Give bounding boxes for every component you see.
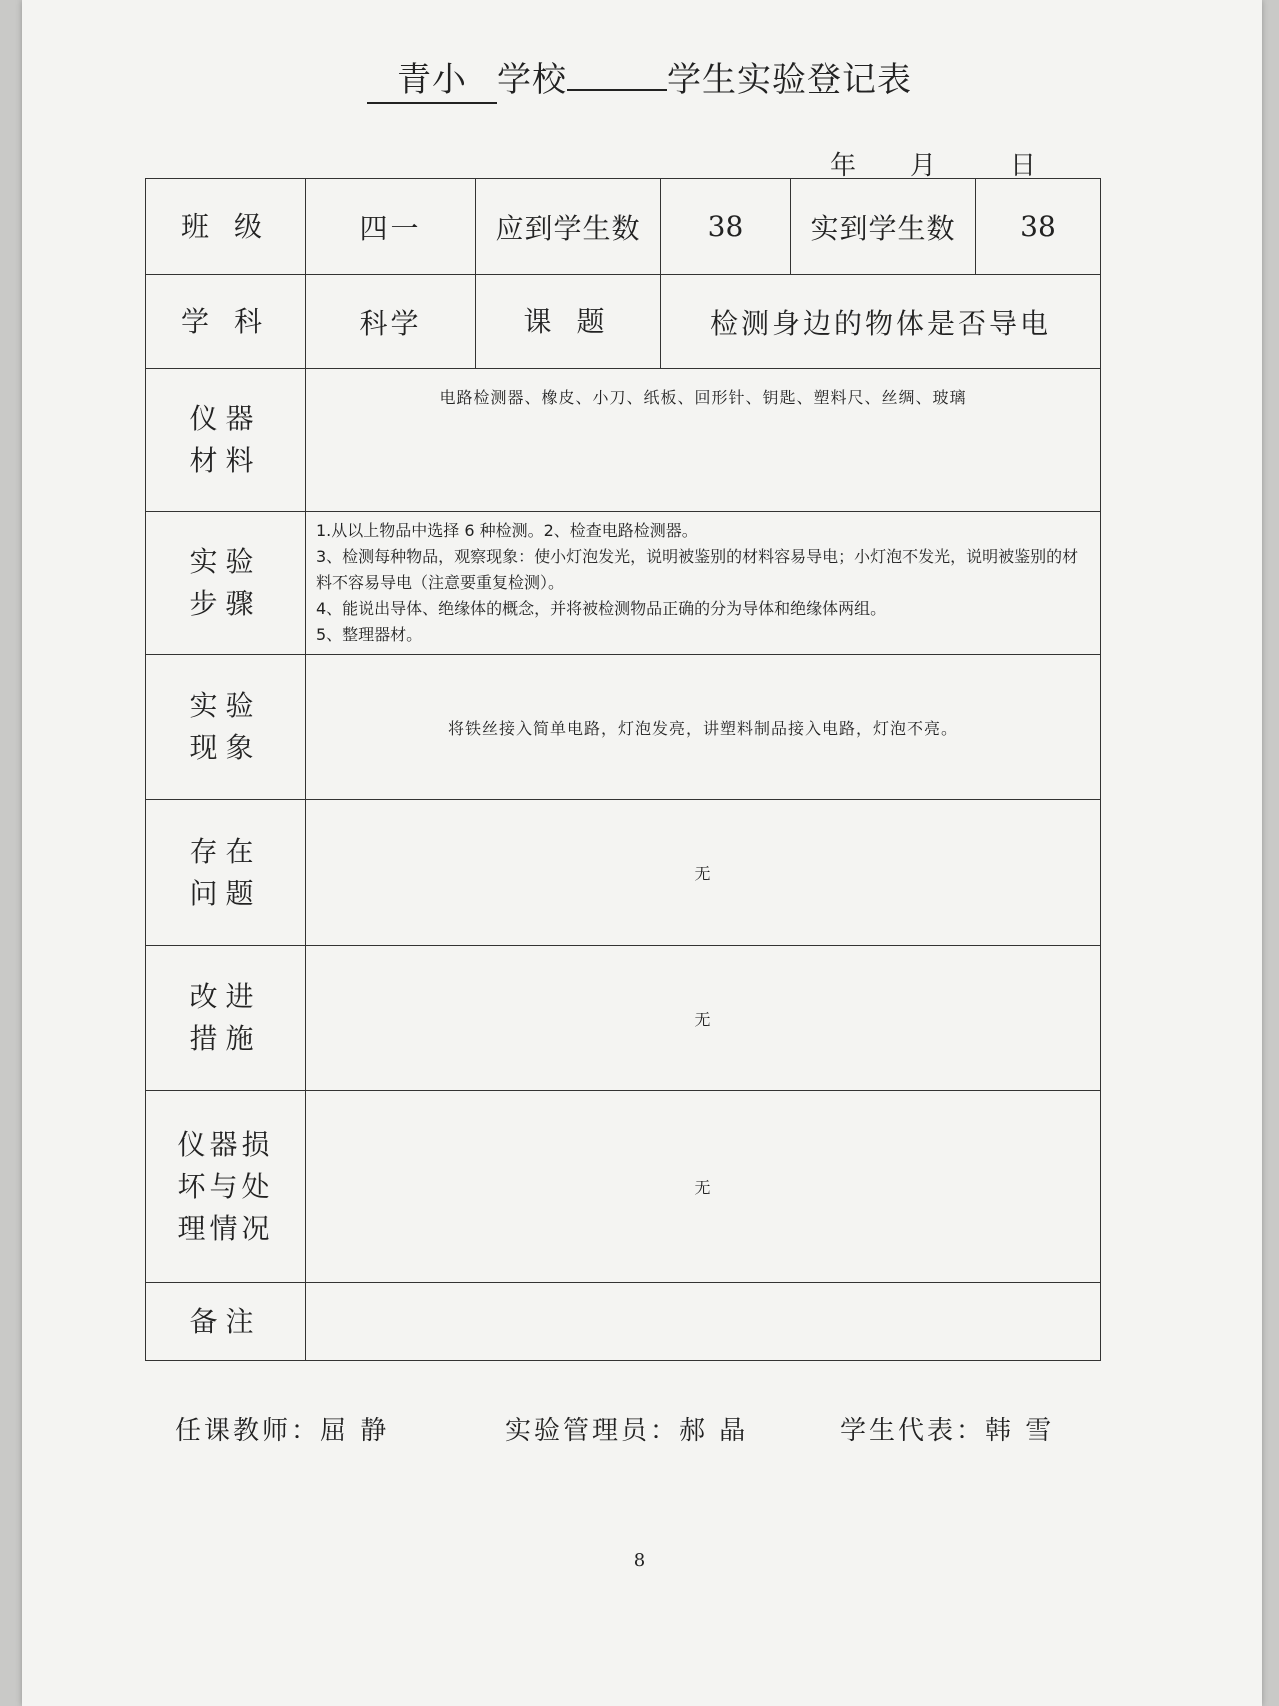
grade-blank: [567, 89, 667, 91]
damage-label: 仪器损坏与处理情况: [177, 1127, 274, 1245]
damage-value: 无: [306, 1091, 1101, 1283]
remarks-label: 备注: [146, 1283, 306, 1361]
subject-value: 科学: [306, 275, 476, 369]
actual-value: 38: [976, 179, 1101, 275]
steps-cell: [306, 512, 1101, 655]
expected-value: 38: [661, 179, 791, 275]
table-row: [146, 275, 1101, 369]
student-rep-signature: 学生代表：韩 雪: [840, 1416, 1055, 1446]
step-item: 5、整理器材。: [316, 625, 423, 644]
table-row: [146, 369, 1101, 512]
page-number: 8: [633, 1550, 646, 1571]
table-row: [146, 179, 1101, 275]
page-title: [0, 52, 1279, 104]
date-month-label: 月: [910, 151, 939, 181]
problems-label-cell: [146, 800, 306, 946]
date-line: [830, 145, 1038, 182]
improvements-label-cell: [146, 946, 306, 1091]
phenomenon-value: 将铁丝接入简单电路，灯泡发亮，讲塑料制品接入电路，灯泡不亮。: [306, 655, 1101, 800]
step-item: 4、能说出导体、绝缘体的概念，并将被检测物品正确的分为导体和绝缘体两组。: [316, 599, 887, 618]
date-day-label: 日: [1010, 151, 1039, 181]
table-row: [146, 655, 1101, 800]
problems-label: 存在问题: [189, 834, 262, 910]
topic-value: 检测身边的物体是否导电: [661, 275, 1101, 369]
materials-label-cell: [146, 369, 306, 512]
actual-label: 实到学生数: [791, 179, 976, 275]
improvements-value: 无: [306, 946, 1101, 1091]
phenomenon-label-cell: [146, 655, 306, 800]
table-row: [146, 512, 1101, 655]
remarks-value: [306, 1283, 1101, 1361]
table-row: [146, 1091, 1101, 1283]
date-year-label: 年: [830, 151, 859, 181]
problems-value: 无: [306, 800, 1101, 946]
improvements-label: 改进措施: [189, 980, 262, 1055]
steps-label: 实验步骤: [189, 545, 262, 620]
experiment-record-table: [145, 178, 1101, 1361]
class-label: 班 级: [146, 179, 306, 275]
teacher-signature: 任课教师：屈 静: [175, 1416, 390, 1446]
expected-label: 应到学生数: [476, 179, 661, 275]
phenomenon-label: 实验现象: [189, 689, 262, 764]
subject-label: 学 科: [146, 275, 306, 369]
school-name: 青小: [367, 58, 497, 104]
table-row: [146, 800, 1101, 946]
school-suffix: 学校: [497, 60, 567, 100]
step-item: 3、检测每种物品，观察现象：使小灯泡发光，说明被鉴别的材料容易导电；小灯泡不发光，说明被鉴别的材料不容易导电（注意要重复检测）。: [316, 547, 1079, 592]
step-item: 1.从以上物品中选择 6 种检测。2、检查电路检测器。: [316, 521, 698, 540]
materials-value: 电路检测器、橡皮、小刀、纸板、回形针、钥匙、塑料尺、丝绸、玻璃: [306, 369, 1101, 512]
topic-label: 课 题: [476, 275, 661, 369]
signature-line: [175, 1410, 1075, 1447]
admin-signature: 实验管理员：郝 晶: [505, 1416, 749, 1446]
title-suffix: 学生实验登记表: [667, 60, 912, 100]
class-value: 四一: [306, 179, 476, 275]
materials-label: 仪器材料: [189, 402, 262, 477]
damage-label-cell: [146, 1091, 306, 1283]
table-row: [146, 946, 1101, 1091]
table-row: [146, 1283, 1101, 1361]
steps-label-cell: [146, 512, 306, 655]
